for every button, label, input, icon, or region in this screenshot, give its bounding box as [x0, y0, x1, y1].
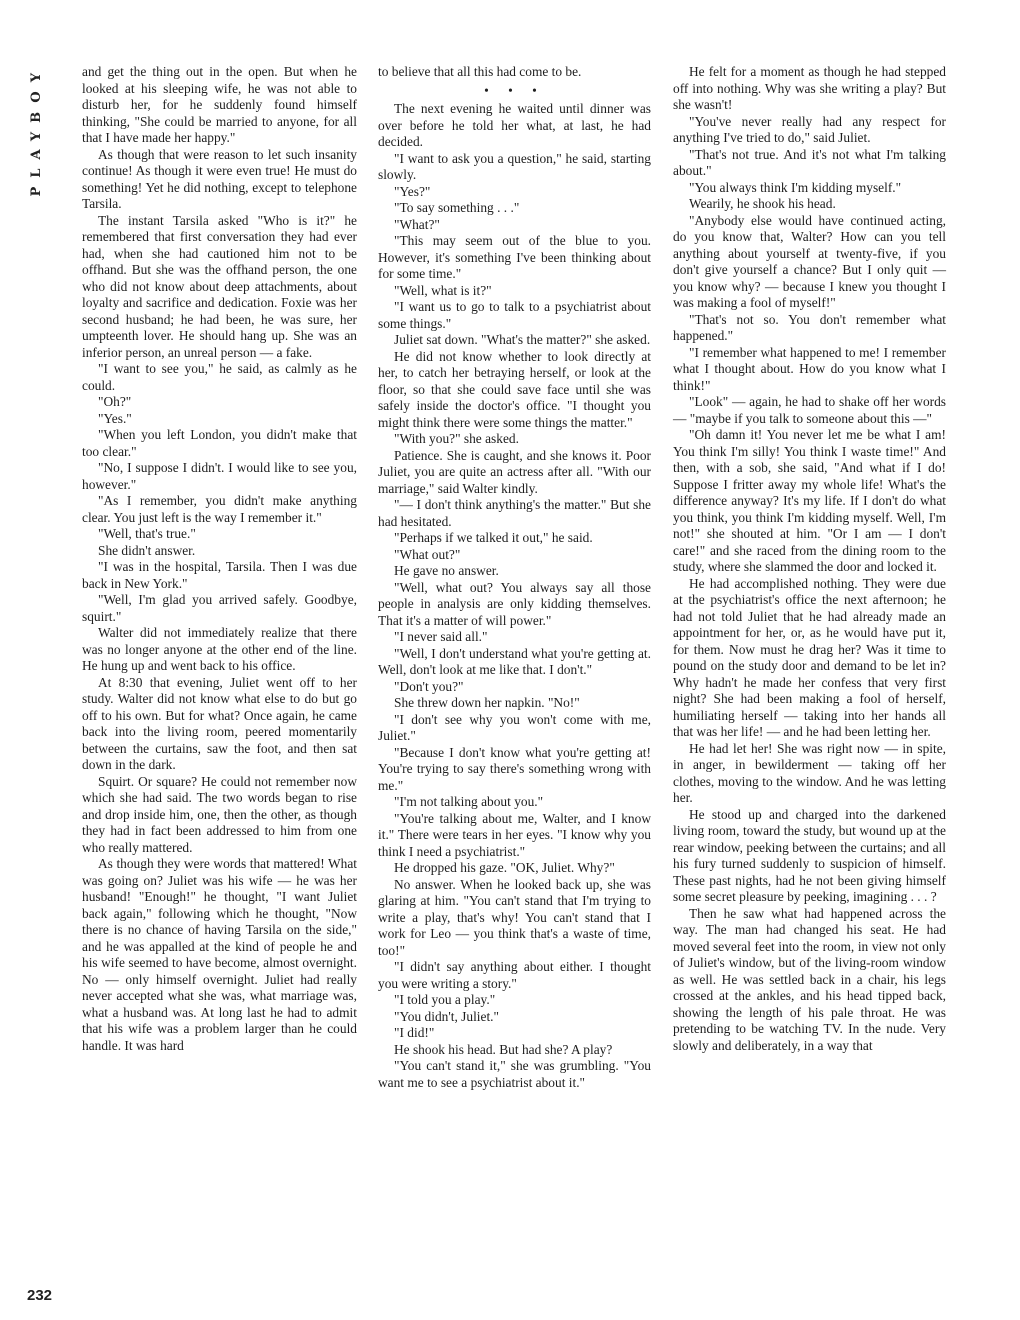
paragraph: "Look" — again, he had to shake off her words — "maybe if you talk to someone about this —": [673, 394, 946, 426]
paragraph: "What out?": [394, 546, 461, 562]
paragraph: "I want us to go to talk to a psychiatrist about some things.": [378, 299, 651, 331]
paragraph: "You didn't, Juliet.": [394, 1008, 499, 1024]
page-number: 232: [27, 1287, 53, 1304]
paragraph: Patience. She is caught, and she knows it. Poor Juliet, you are quite an actress after all. "With our marriage," said Walter kindly.: [378, 447, 651, 496]
paragraph: "I don't see why you won't come with me, Juliet.": [378, 711, 651, 743]
paragraph: "To say something . . .": [394, 200, 520, 215]
paragraph: "Anybody else would have continued acting, do you know that, Walter? How can you tell anything about yourself at twenty-five, if you don't give yourself a chance? But I only quit — you know why? — because I knew you thought I was making a fool of myself!": [673, 212, 946, 310]
paragraph: "Well, that's true.": [98, 526, 196, 541]
paragraph: "I was in the hospital, Tarsila. Then I was due back in New York.": [82, 559, 357, 591]
paragraph: "You've never really had any respect for anything I've tried to do," said Juliet.: [673, 113, 946, 145]
paragraph: He felt for a moment as though he had stepped off into nothing. Why was she writing a play? But she wasn't!: [673, 64, 946, 112]
paragraph: As though they were words that mattered! What was going on? Juliet was his wife — he was her husband! "Enough!" he thought, "I want Juliet back again," following which he thought, "Now there is no chance of having Tarsila on the side," and he was appalled at the kind of people he and his wife seemed to have become, almost overnight. No — only himself overnight. Juliet had really never accepted what she was, what marriage was, what a husband was. At long last he had to admit that his wife was a problem larger than he could handle. It was hard: [82, 856, 357, 1053]
paragraph: "You can't stand it," she was grumbling. "You want me to see a psychiatrist about it.": [378, 1058, 651, 1090]
paragraph: "Don't you?": [394, 678, 464, 694]
paragraph: to believe that all this had come to be.: [378, 64, 582, 79]
paragraph: "That's not so. You don't remember what happened.": [673, 311, 946, 343]
paragraph: "I want to ask you a question," he said, starting slowly.: [378, 150, 651, 182]
paragraph: She didn't answer.: [98, 542, 196, 558]
paragraph: "You always think I'm kidding myself.": [689, 179, 902, 195]
paragraph: "I did!": [394, 1025, 435, 1040]
paragraph: "I never said all.": [394, 629, 488, 644]
paragraph: "I'm not talking about you.": [394, 794, 544, 809]
paragraph: He stood up and charged into the darkened living room, toward the study, but wound up at the rear window, peeking between the curtains; and all his fury turned suddenly to suspicion of himself. These past nights, had he not been giving himself some secret pleasure by peeking, imagining . . . ?: [673, 806, 946, 904]
paragraph: As though that were reason to let such insanity continue! As though it were even true! He must do something! Yet he did nothing, except to telephone Tarsila.: [82, 146, 357, 211]
paragraph: "No, I suppose I didn't. I would like to see you, however.": [82, 460, 357, 492]
paragraph: "Oh?": [98, 394, 132, 409]
paragraph: She threw down her napkin. "No!": [394, 695, 580, 710]
paragraph: He gave no answer.: [394, 563, 499, 578]
paragraph: Juliet sat down. "What's the matter?" she asked.: [394, 332, 651, 347]
masthead-playboy: [27, 64, 45, 196]
paragraph: "Well, I'm glad you arrived safely. Goodbye, squirt.": [82, 592, 357, 624]
paragraph: "I want to see you," he said, as calmly as he could.: [82, 361, 357, 393]
paragraph: He dropped his gaze. "OK, Juliet. Why?": [394, 860, 615, 875]
paragraph: Walter did not immediately realize that there was no longer anyone at the other end of the line. He hung up and went back to his office.: [82, 625, 357, 673]
paragraph: "Well, what is it?": [394, 282, 492, 298]
paragraph: "I told you a play.": [394, 992, 496, 1007]
paragraph: "What?": [394, 216, 440, 232]
paragraph: Wearily, he shook his head.: [689, 196, 836, 211]
masthead-text: PLAYBOY: [29, 64, 44, 197]
text-column-1: [82, 64, 357, 1054]
paragraph: "Oh damn it! You never let me be what I am! You think I'm silly! You think I waste time!" And then, with a sob, she said, "And what if I do! Suppose I fritter away my whole life! What's the difference anyway? It's my life. If I don't do what you think, you think I'm kidding myself. Well, I'm not!" she shouted at him. "Or I am — I don't care!" and she raced from the dining room to the study, where she slammed the door and locked it.: [673, 427, 946, 574]
paragraph: "Because I don't know what you're getting at! You're trying to say there's something wrong with me.": [378, 744, 651, 793]
paragraph: At 8:30 that evening, Juliet went off to her study. Walter did not know what else to do but go off to his own. But for what? Once again, he came back into the living room, peered momentarily between the curtains, saw the foot, and then sat down in the dark.: [82, 674, 357, 772]
paragraph: Squirt. Or square? He could not remember now which she had said. The two words began to rise and drop inside him, one, then the other, as though they had in fact been addressed to him from one who really mattered.: [82, 773, 357, 855]
paragraph: "Yes?": [394, 183, 431, 199]
paragraph: He had accomplished nothing. They were due at the psychiatrist's office the next afternoon; he had not told Juliet that he had already made an appointment for her, or, as he would have put it, for them. Now must he drag her? Was it time to pound on the study door and demand to be let in? Why hadn't he made her confess that very first night? She had been making a fool of herself, humiliating herself — taking into her hands all that was her life! — and he had been letting her.: [673, 575, 946, 739]
paragraph: "With you?" she asked.: [394, 431, 519, 446]
paragraph: "I remember what happened to me! I remember what I thought about. How do you know what I think!": [673, 344, 946, 393]
paragraph: "Well, I don't understand what you're getting at. Well, don't look at me like that. I don't.": [378, 645, 651, 677]
text-column-3: [673, 64, 946, 1054]
paragraph: and get the thing out in the open. But when he looked at his sleeping wife, he was not able to disturb her, for he suddenly found himself thinking, "She could be married to anyone, for all that I have made her happy.": [82, 64, 357, 145]
paragraph: He had let her! She was right now — in spite, in anger, in bewilderment — taking off her clothes, moving to the window. And he was letting her.: [673, 740, 946, 805]
paragraph: The next evening he waited until dinner was over before he told her what, at last, he had decided.: [378, 101, 651, 149]
paragraph: "Yes.": [98, 410, 132, 426]
paragraph: "This may seem out of the blue to you. However, it's something I've been thinking about for some time.": [378, 233, 651, 281]
paragraph: "As I remember, you didn't make anything clear. You just left is the way I remember it.": [82, 493, 357, 525]
text-column-2: [378, 64, 651, 1091]
paragraph: He shook his head. But had she? A play?: [394, 1041, 613, 1057]
paragraph: "When you left London, you didn't make that too clear.": [82, 427, 357, 459]
paragraph: "That's not true. And it's not what I'm talking about.": [673, 146, 946, 178]
paragraph: He did not know whether to look directly at her, to catch her betraying herself, or look at the floor, so that she could save face until she was safely inside the doctor's office. "I thought you might think there were some things the matter.": [378, 348, 651, 430]
paragraph: • • •: [484, 82, 545, 98]
paragraph: The instant Tarsila asked "Who is it?" he remembered that first conversation they had ever had, when she had cautioned him not to be offhand. But she was the offhand person, the one who did not know about deep attachments, about loyalty and sacrifice and dedication. Foxie was her second husband; he had been, he was sure, her umpteenth lover. He should hang up. She was an inferior person, an unreal person — a fake.: [82, 212, 357, 360]
paragraph: "— I don't think anything's the matter." But she had hesitated.: [378, 497, 651, 529]
paragraph: "I didn't say anything about either. I thought you were writing a story.": [378, 959, 651, 991]
paragraph: "You're talking about me, Walter, and I know it." There were tears in her eyes. "I know why you think I need a psychiatrist.": [378, 810, 651, 859]
paragraph: Then he saw what had happened across the way. The man had changed his seat. He had moved several feet into the room, in view not only of Juliet's window, but of the living-room window as well. He was settled back in a chair, his legs crossed at the ankles, and his head tipped back, showing the length of his pale throat. He was pretending to be watching TV. In the nude. Very slowly and deliberately, in a way that: [673, 905, 946, 1053]
paragraph: "Perhaps if we talked it out," he said.: [394, 530, 593, 545]
paragraph: "Well, what out? You always say all those people in analysis are only kidding themselves. That it's a matter of will power.": [378, 579, 651, 628]
paragraph: No answer. When he looked back up, she was glaring at him. "You can't stand that I'm trying to write a play, that's why! You can't stand that I work for Leo — you think that's a waste of time, too!": [378, 876, 651, 958]
